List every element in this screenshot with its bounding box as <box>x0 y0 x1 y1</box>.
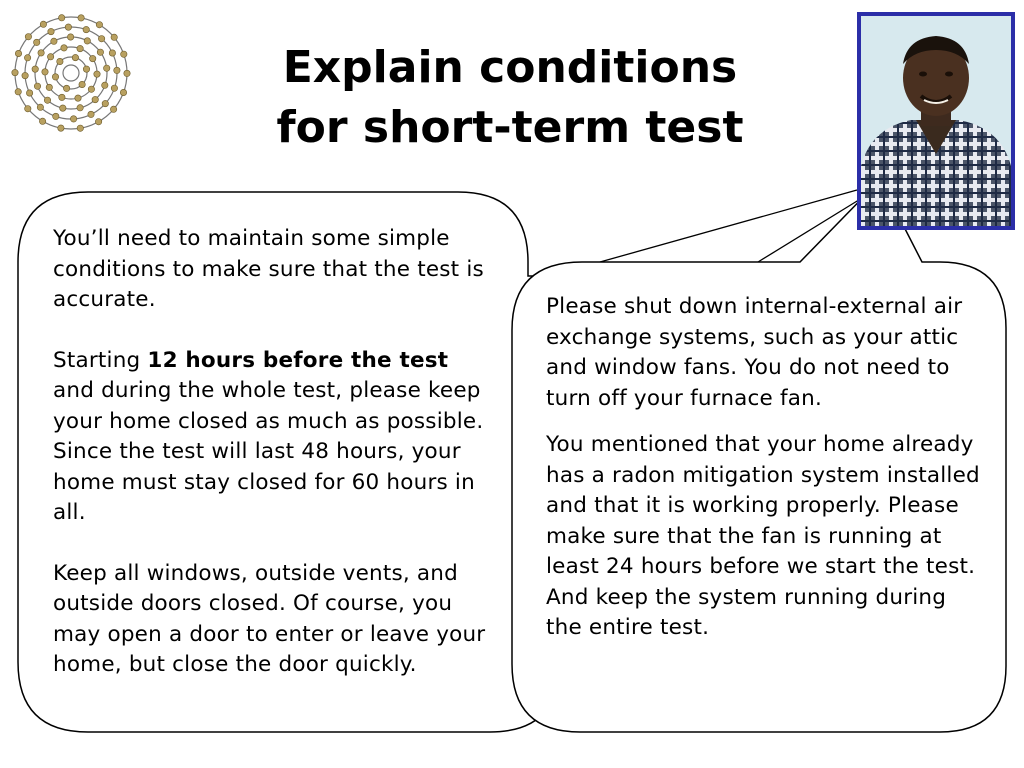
right-paragraph-1: Please shut down internal-external air exchange systems, such as your attic and window fans. You do not need to turn off your furnace fan. <box>546 294 963 411</box>
left-paragraph-1: You’ll need to maintain some simple conditions to make sure that the test is accurate. <box>53 226 484 312</box>
right-bubble-text <box>546 292 986 660</box>
person-photo <box>857 12 1015 230</box>
left-bubble-text <box>53 224 491 711</box>
left-paragraph-2 <box>53 346 491 529</box>
left-paragraph-3: Keep all windows, outside vents, and outside doors closed. Of course, you may open a door to enter or leave your home, but close the door quickly. <box>53 560 486 677</box>
left-paragraph-2-start: Starting <box>53 347 148 373</box>
title-line-2: for short-term test <box>276 102 744 153</box>
title-line-1: Explain conditions <box>282 42 738 93</box>
right-paragraph-2: You mentioned that your home already has a radon mitigation system installed and that it is working properly. Please make sure that the fan is running at least 24 hours before we start the test. And keep the system running during the entire test. <box>546 432 980 640</box>
left-paragraph-2-rest: and during the whole test, please keep your home closed as much as possible. Since the test will last 48 hours, your home must stay closed for 60 hours in all. <box>53 378 484 525</box>
left-paragraph-2-bold: 12 hours before the test <box>147 347 449 373</box>
person-icon <box>861 16 1011 226</box>
